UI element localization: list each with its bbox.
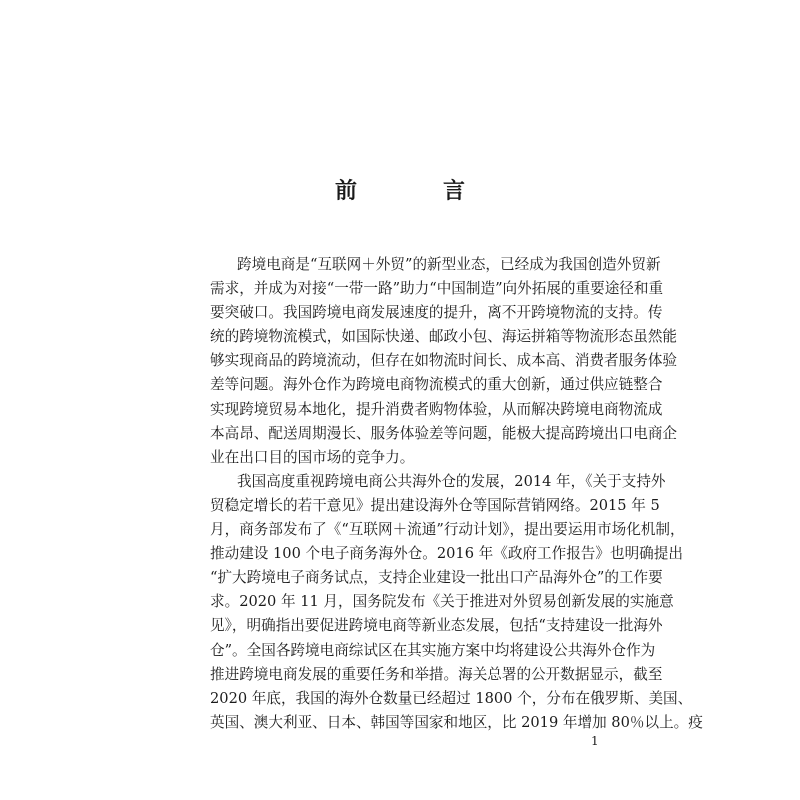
paragraph-1 xyxy=(210,253,678,470)
page-title: 前 言 xyxy=(334,178,497,204)
text-line: 跨境电商是“互联网＋外贸”的新型业态，已经成为我国创造外贸新 xyxy=(237,256,661,273)
text-line: 实现跨境贸易本地化，提升消费者购物体验，从而解决跨境电商物流成 xyxy=(210,400,663,418)
text-line: 2020 年底，我国的海外仓数量已经超过 1800 个，分布在俄罗斯、美国、 xyxy=(210,689,693,707)
text-line: 推进跨境电商发展的重要任务和举措。海关总署的公开数据显示，截至 xyxy=(210,665,663,683)
paragraph-2 xyxy=(210,470,703,735)
text-line: 差等问题。海外仓作为跨境电商物流模式的重大创新，通过供应链整合 xyxy=(210,376,663,394)
text-line: 求。2020 年 11 月，国务院发布《关于推进对外贸易创新发展的实施意 xyxy=(210,593,674,611)
body-text xyxy=(210,253,703,735)
text-line: 推动建设 100 个电子商务海外仓。2016 年《政府工作报告》也明确提出 xyxy=(210,545,683,563)
text-line: 需求，并成为对接“一带一路”助力“中国制造”向外拓展的重要途径和重 xyxy=(210,280,664,298)
text-line: 仓”。全国各跨境电商综试区在其实施方案中均将建设公共海外仓作为 xyxy=(210,641,656,659)
page-number: 1 xyxy=(591,734,599,748)
text-line: 统的跨境物流模式，如国际快递、邮政小包、海运拼箱等物流形态虽然能 xyxy=(210,328,678,346)
text-line: 业在出口目的国市场的竞争力。 xyxy=(210,448,415,466)
text-line: 本高昂、配送周期漫长、服务体验差等问题，能极大提高跨境出口电商企 xyxy=(210,424,678,442)
text-line: 见》，明确指出要促进跨境电商等新业态发展，包括“支持建设一批海外 xyxy=(210,617,663,635)
text-line: 月，商务部发布了《“互联网＋流通”行动计划》，提出要运用市场化机制， xyxy=(210,521,685,539)
text-line: 英国、澳大利亚、日本、韩国等国家和地区，比 2019 年增加 80％以上。疫 xyxy=(210,713,703,731)
text-line: 够实现商品的跨境流动，但存在如物流时间长、成本高、消费者服务体验 xyxy=(210,352,678,370)
text-line: “扩大跨境电子商务试点，支持企业建设一批出口产品海外仓”的工作要 xyxy=(210,569,663,587)
text-line: 贸稳定增长的若干意见》提出建设海外仓等国际营销网络。2015 年 5 xyxy=(210,496,660,514)
text-line: 我国高度重视跨境电商公共海外仓的发展，2014 年，《关于支持外 xyxy=(237,472,666,490)
text-line: 要突破口。我国跨境电商发展速度的提升，离不开跨境物流的支持。传 xyxy=(210,304,663,322)
